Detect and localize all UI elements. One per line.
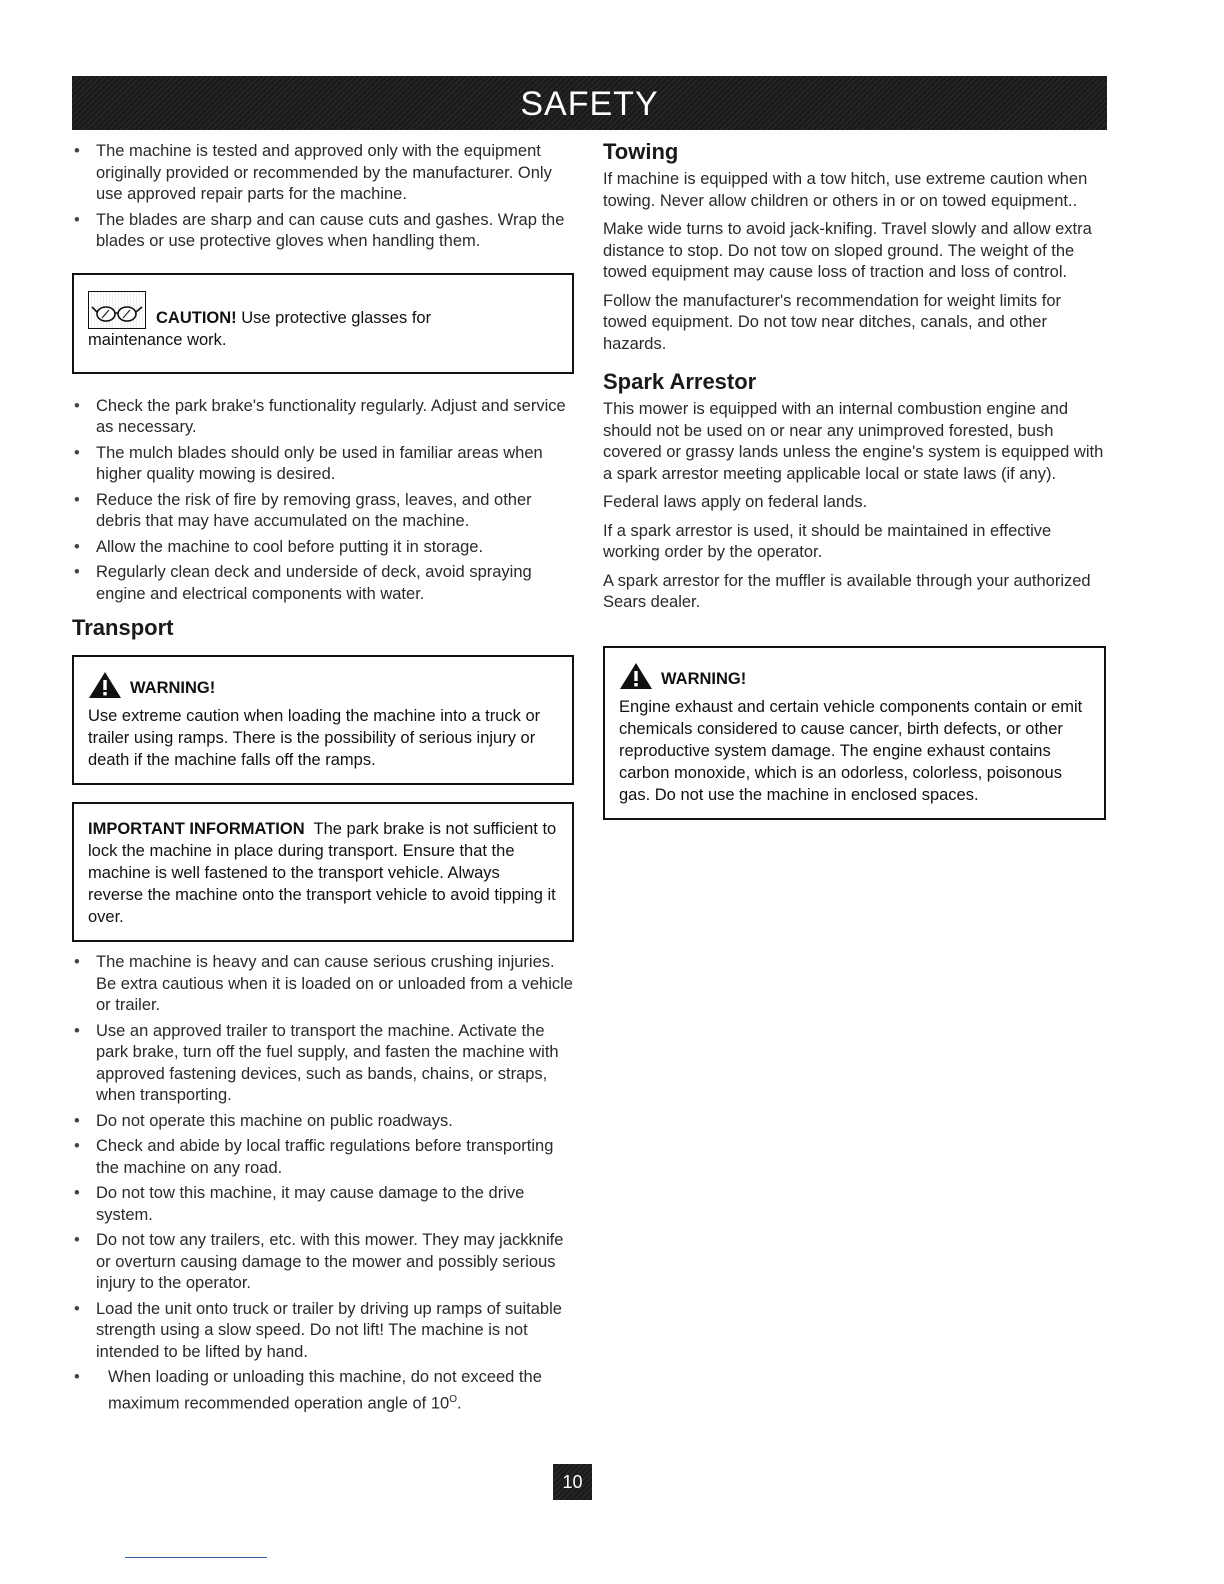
paragraph: If a spark arrestor is used, it should be maintained in effective working order by the operator.: [603, 521, 1052, 561]
list-item: • Allow the machine to cool before putting it in storage.: [72, 537, 574, 559]
footer-rule: [125, 1557, 267, 1558]
list-item: • Use an approved trailer to transport the machine. Activate the park brake, turn off the fuel supply, and fasten the machine with approved fastening devices, such as bands, chains, or straps, when transporting.: [72, 1021, 574, 1107]
section-title: SAFETY: [520, 85, 659, 123]
important-text: The park brake is not sufficient to lock the machine in place during transport. Ensure that the machine is well fastened to the transport vehicle. Always reverse the machine onto the transport vehicle to avoid tipping it over.: [88, 820, 557, 926]
list-item: • The mulch blades should only be used in familiar areas when higher quality mowing is desired.: [72, 443, 574, 486]
safety-glasses-icon: [88, 291, 146, 329]
bullet-list-mid: [72, 396, 574, 606]
caution-text-continued: maintenance work.: [88, 330, 227, 349]
paragraph: If machine is equipped with a tow hitch, use extreme caution when towing. Never allow children or others in or on towed equipment..: [603, 170, 1088, 210]
paragraph: Federal laws apply on federal lands.: [603, 493, 868, 511]
transport-heading: Transport: [72, 615, 174, 640]
spark-arrestor-section: [603, 399, 1106, 614]
warning-triangle-icon: [619, 662, 653, 690]
caution-text: Use protective glasses for: [236, 308, 432, 327]
list-item: • Do not tow any trailers, etc. with this mower. They may jackknife or overturn causing damage to the mower and possibly serious injury to the operator.: [72, 1230, 574, 1295]
warning-label: WARNING!: [661, 669, 747, 688]
list-item: • Regularly clean deck and underside of deck, avoid spraying engine and electrical components with water.: [72, 562, 574, 605]
paragraph: A spark arrestor for the muffler is available through your authorized Sears dealer.: [603, 571, 1091, 611]
important-label: IMPORTANT INFORMATION: [88, 820, 305, 838]
exhaust-warning-box: [603, 646, 1106, 820]
caution-box: [72, 273, 574, 374]
warning-label: WARNING!: [130, 679, 216, 697]
right-column: [603, 139, 1106, 820]
spark-arrestor-heading: Spark Arrestor: [603, 369, 757, 394]
important-info-box: [72, 802, 574, 942]
paragraph: This mower is equipped with an internal combustion engine and should not be used on or near any unimproved forested, bush covered or grassy lands unless the engine's system is equipped with a spark arrestor meeting applicable local or state laws (if any).: [603, 400, 1104, 483]
angle-text-end: .: [456, 1394, 462, 1412]
towing-heading: Towing: [603, 139, 679, 164]
paragraph: Make wide turns to avoid jack-knifing. Travel slowly and allow extra distance to stop. Do not tow on sloped ground. The weight of the towed equipment may cause loss of traction and loss of control.: [603, 220, 1092, 281]
list-item: • The machine is heavy and can cause serious crushing injuries. Be extra cautious when it is loaded on or unloaded from a vehicle or trailer.: [72, 952, 574, 1017]
left-column: [72, 139, 574, 1419]
list-item: • Check and abide by local traffic regulations before transporting the machine on any road.: [72, 1136, 574, 1179]
list-item: • Reduce the risk of fire by removing grass, leaves, and other debris that may have accumulated on the machine.: [72, 490, 574, 533]
list-item: • Check the park brake's functionality regularly. Adjust and service as necessary.: [72, 396, 574, 439]
degree-superscript: O: [449, 1393, 457, 1405]
towing-section: [603, 169, 1106, 355]
bullet-list-top: [72, 141, 574, 253]
caution-label: CAUTION!: [156, 308, 237, 327]
transport-warning-box: [72, 655, 574, 785]
list-item: • Do not tow this machine, it may cause damage to the drive system.: [72, 1183, 574, 1226]
warning-text: Use extreme caution when loading the machine into a truck or trailer using ramps. There is the possibility of serious injury or death if the machine falls off the ramps.: [88, 707, 541, 769]
section-banner: [72, 76, 1107, 130]
list-item: • The blades are sharp and can cause cuts and gashes. Wrap the blades or use protective gloves when handling them.: [72, 210, 574, 253]
page-number: 10: [553, 1464, 592, 1500]
list-item: • Load the unit onto truck or trailer by driving up ramps of suitable strength using a slow speed. Do not lift! The machine is not intended to be lifted by hand.: [72, 1299, 574, 1364]
warning-text: Engine exhaust and certain vehicle components contain or emit chemicals considered to cause cancer, birth defects, or other reproductive system damage. The engine exhaust contains carbon monoxide, which is an odorless, colorless, poisonous gas. Do not use the machine in enclosed spaces.: [619, 697, 1083, 804]
list-item: • Do not operate this machine on public roadways.: [72, 1111, 574, 1133]
list-item: • The machine is tested and approved only with the equipment originally provided or recommended by the manufacturer. Only use approved repair parts for the machine.: [72, 141, 574, 206]
warning-triangle-icon: [88, 671, 122, 699]
bullet-list-bottom: [72, 952, 574, 1415]
paragraph: Follow the manufacturer's recommendation for weight limits for towed equipment. Do not tow near ditches, canals, and other hazards.: [603, 291, 1061, 353]
list-item: [72, 1367, 574, 1415]
angle-text: When loading or unloading this machine, do not exceed the maximum recommended operation angle of 10: [108, 1368, 542, 1412]
